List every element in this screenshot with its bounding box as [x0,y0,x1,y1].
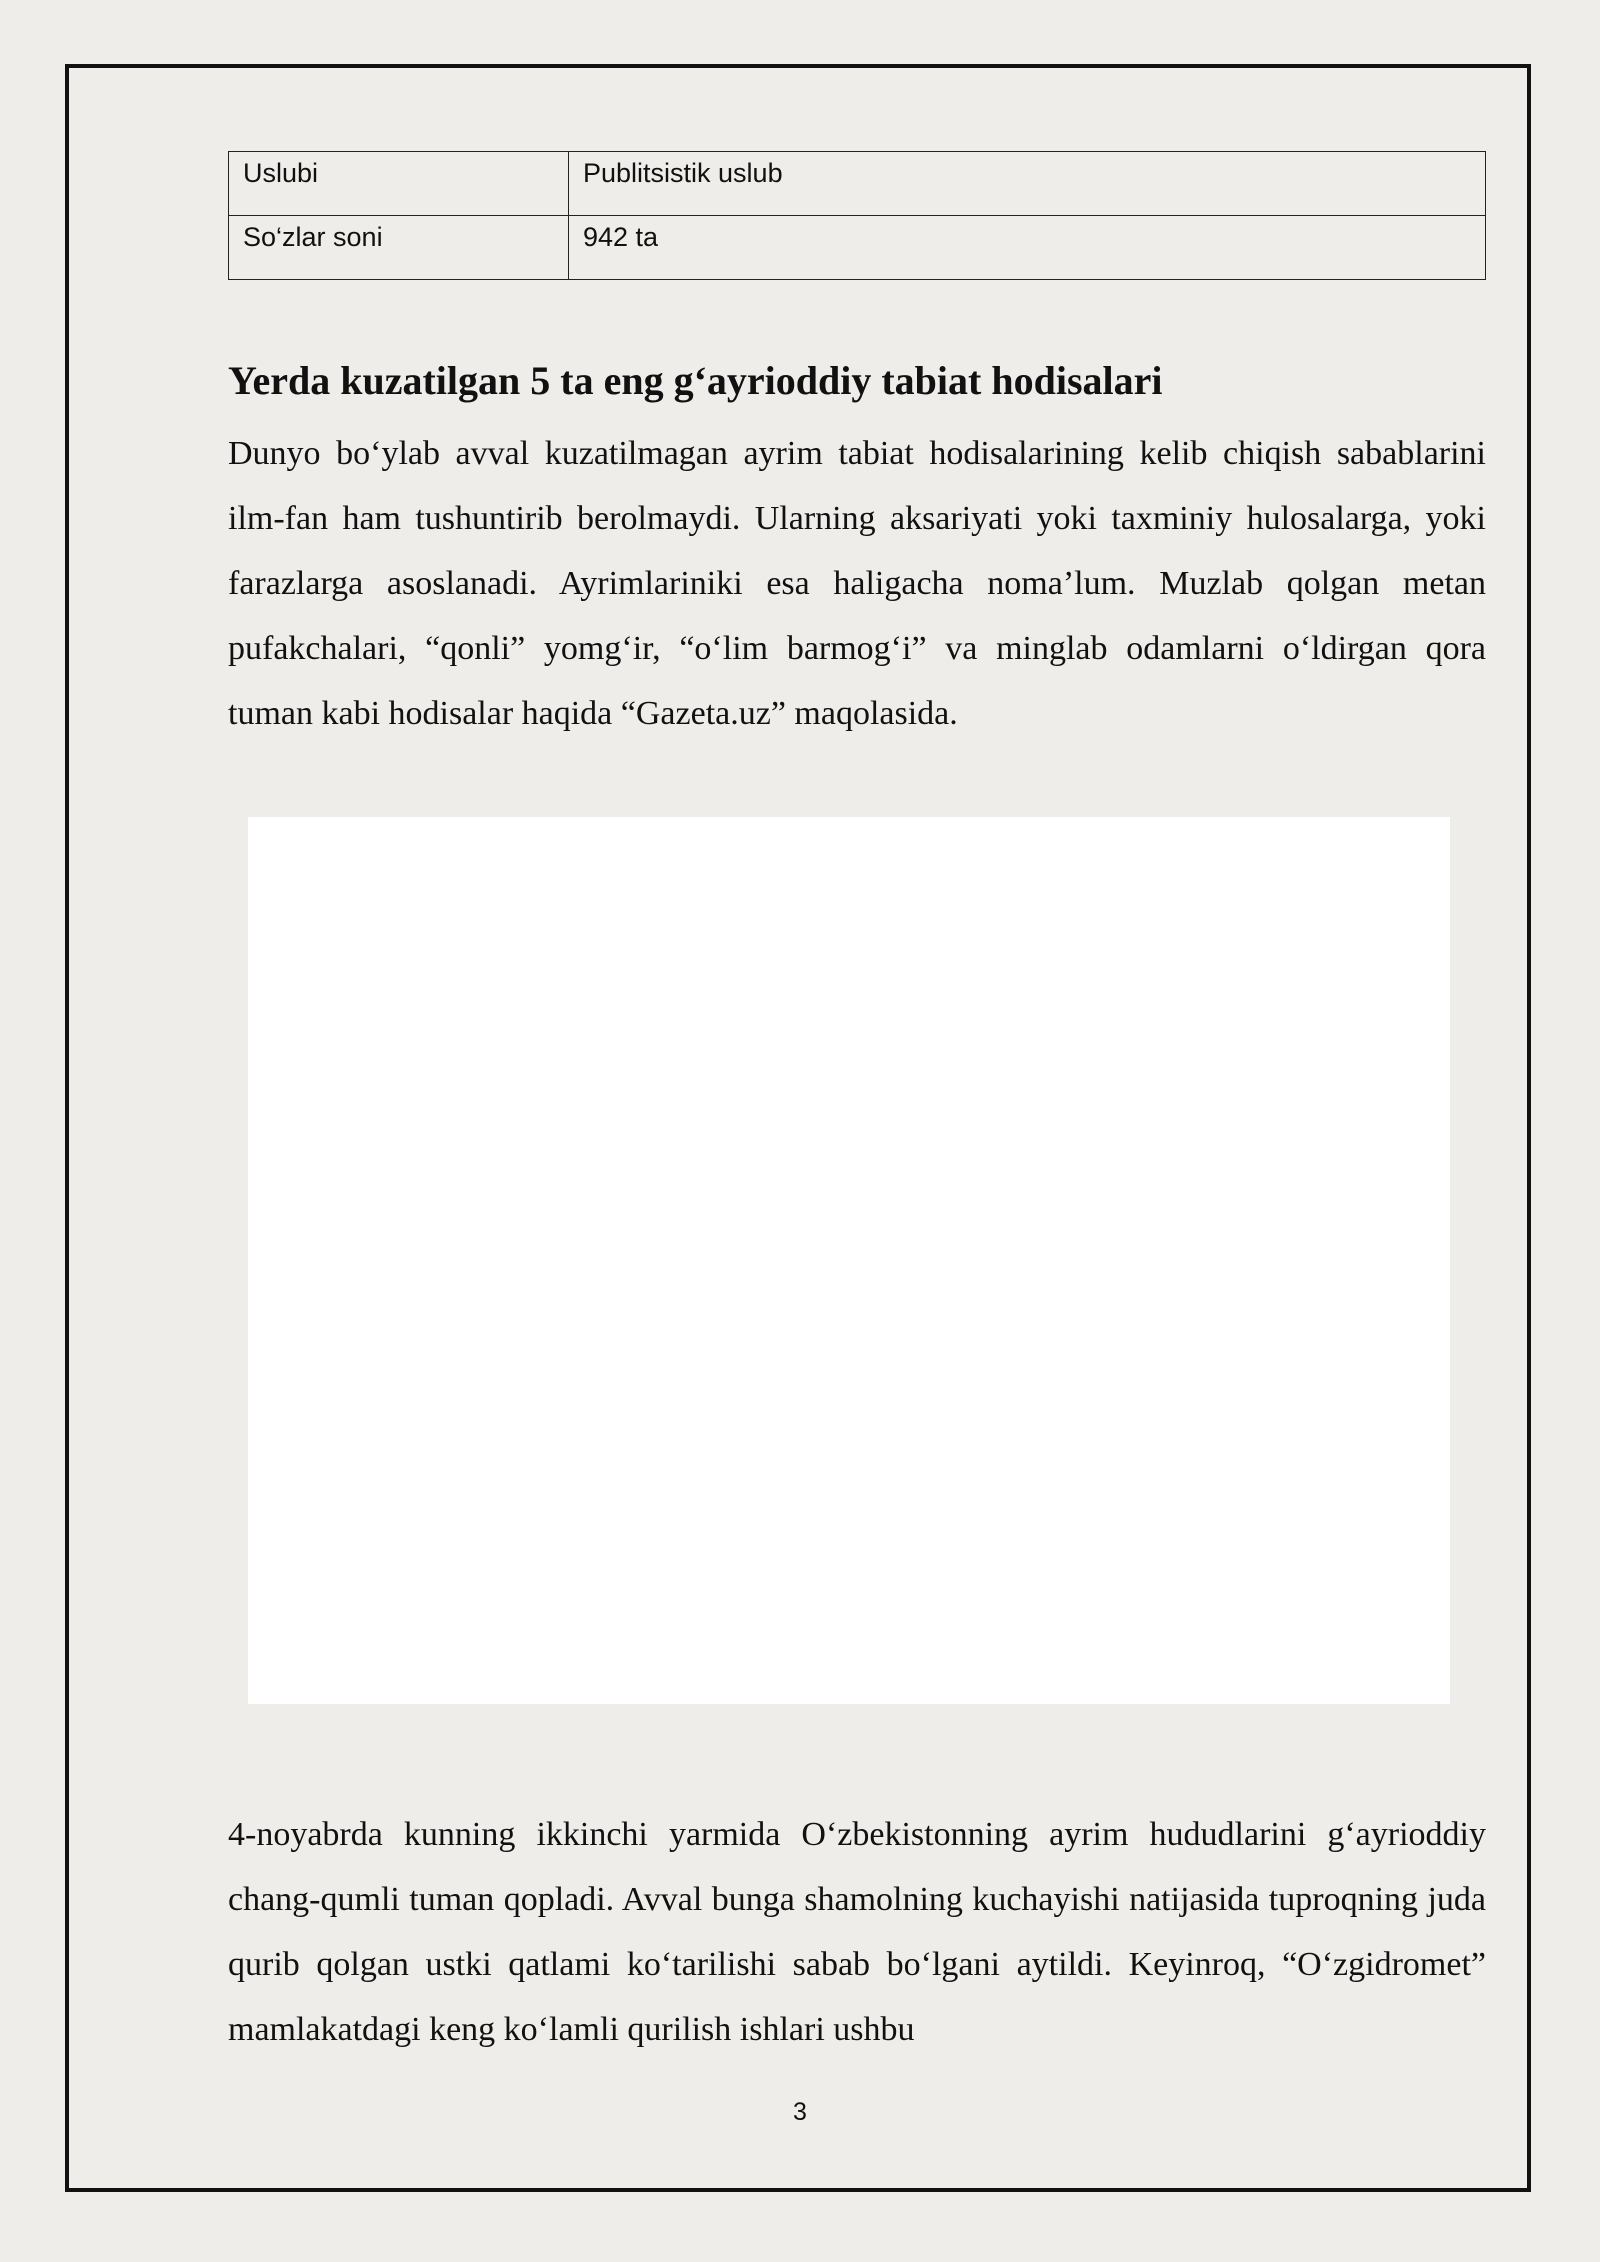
table-row [229,216,1486,280]
table-cell-value: Publitsistik uslub [569,152,1486,216]
metadata-table [228,151,1486,280]
table-cell-label: Uslubi [229,152,569,216]
body-paragraph: 4-noyabrda kunning ikkinchi yarmida O‘zbekistonning ayrim hududlarini g‘ayrioddiy chang-qumli tuman qopladi. Avval bunga shamolning kuchayishi natijasida tuproqning juda qurib qolgan ustki qatlami ko‘tarilishi sabab bo‘lgani aytildi. Keyinroq, “O‘zgidromet” mamlakatdagi keng ko‘lamli qurilish ishlari ushbu [228,1816,1486,2048]
article-image [248,817,1450,1704]
page-number: 3 [793,2098,807,2126]
table-cell-label: So‘zlar soni [229,216,569,280]
article-title: Yerda kuzatilgan 5 ta eng g‘ayrioddiy tabiat hodisalari [228,358,1163,403]
table-cell-value: 942 ta [569,216,1486,280]
intro-paragraph: Dunyo bo‘ylab avval kuzatilmagan ayrim tabiat hodisalarining kelib chiqish sabablarini ilm-fan ham tushuntirib berolmaydi. Ularning aksariyati yoki taxminiy hulosalarga, yoki farazlarga asoslanadi. Ayrimlariniki esa haligacha noma’lum. Muzlab qolgan metan pufakchalari, “qonli” yomg‘ir, “o‘lim barmog‘i” va minglab odamlarni o‘ldirgan qora tuman kabi hodisalar haqida “Gazeta.uz” maqolasida. [228,435,1486,732]
table-row [229,152,1486,216]
